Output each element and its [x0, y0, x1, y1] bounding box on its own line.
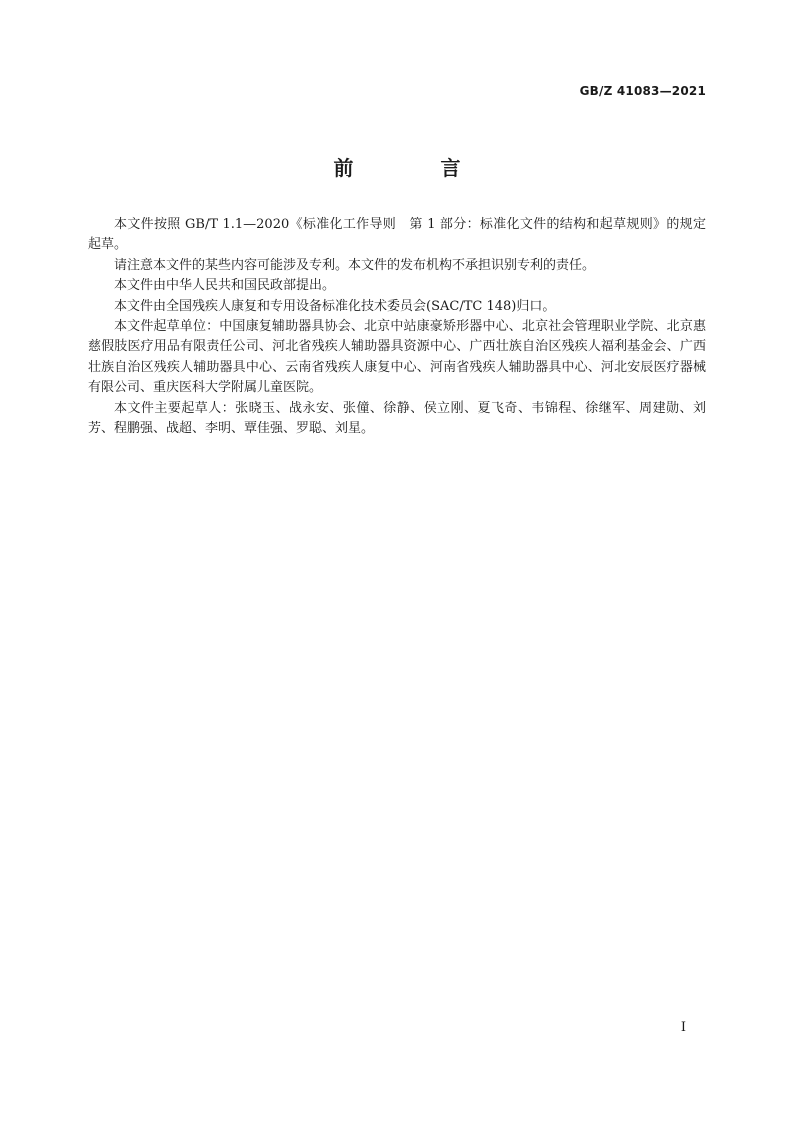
paragraph-drafting-units: 本文件起草单位：中国康复辅助器具协会、北京中站康豪矫形器中心、北京社会管理职业学院、北京惠慈假肢医疗用品有限责任公司、河北省残疾人辅助器具资源中心、广西壮族自治区残疾人福利基金会、广西壮族自治区残疾人辅助器具中心、云南省残疾人康复中心、河南省残疾人辅助器具中心、河北安辰医疗器械有限公司、重庆医科大学附属儿童医院。 — [88, 319, 706, 396]
paragraph-committee: 本文件由全国残疾人康复和专用设备标准化技术委员会(SAC/TC 148)归口。 — [114, 298, 556, 314]
paragraph-proposer: 本文件由中华人民共和国民政部提出。 — [114, 278, 336, 294]
paragraph-patent-notice: 请注意本文件的某些内容可能涉及专利。本文件的发布机构不承担识别专利的责任。 — [114, 257, 596, 273]
page-number: I — [680, 1020, 686, 1035]
paragraph-drafting-rules: 本文件按照 GB/T 1.1—2020《标准化工作导则 第 1 部分：标准化文件的结构和起草规则》的规定起草。 — [88, 217, 706, 253]
standard-code: GB/Z 41083—2021 — [579, 84, 706, 98]
preface-body — [88, 215, 706, 439]
page-title: 前 言 — [333, 156, 501, 180]
paragraph-drafters: 本文件主要起草人：张晓玉、战永安、张僮、徐静、侯立刚、夏飞奇、韦锦程、徐继军、周建勋、刘芳、程鹏强、战超、李明、覃佳强、罗聪、刘星。 — [88, 400, 706, 437]
